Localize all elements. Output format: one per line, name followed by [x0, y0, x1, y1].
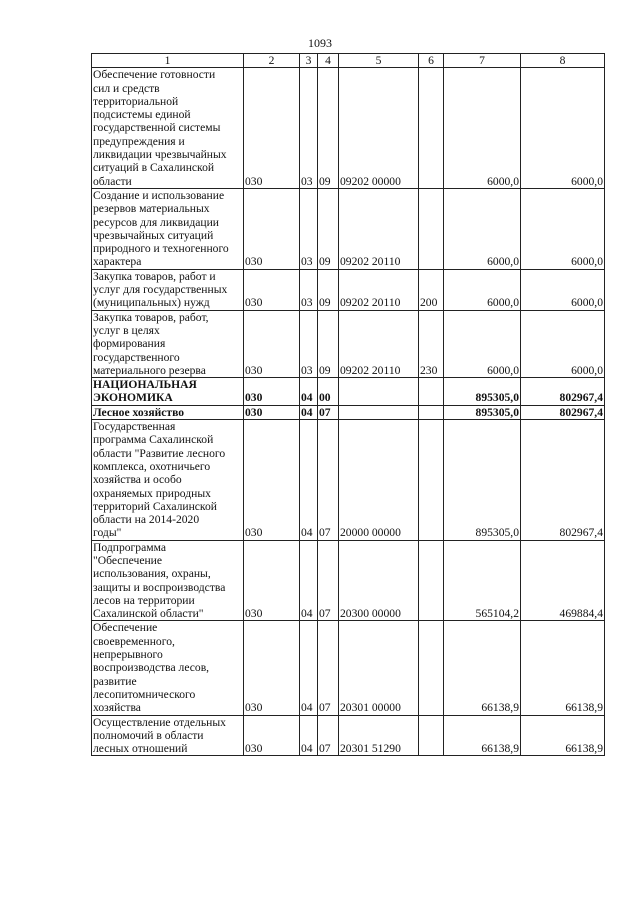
target-article-cell: [339, 405, 419, 419]
table-row: [92, 420, 605, 541]
expense-type-cell: [419, 621, 444, 715]
amount-cell: 66138,9: [444, 621, 521, 715]
amount-cell: 66138,9: [444, 715, 521, 756]
target-article-cell: 09202 00000: [339, 68, 419, 189]
row-name-cell: Обеспечение готовности сил и средств территориальной подсистемы единой государственной системы предупреждения и ликвидации чрезвычайных ситуаций в Сахалинской области: [92, 68, 244, 189]
expense-type-cell: 230: [419, 310, 444, 377]
row-name-cell: Государственная программа Сахалинской области "Развитие лесного комплекса, охотничьего хозяйства и особо охраняемых природных территорий Сахалинской области на 2014-2020 годы": [92, 420, 244, 541]
amount-cell: 6000,0: [521, 310, 605, 377]
amount-cell: 66138,9: [521, 621, 605, 715]
amount-cell: 6000,0: [521, 188, 605, 269]
amount-cell: 802967,4: [521, 405, 605, 419]
header-cell: 5: [339, 54, 419, 68]
subsection-cell: 09: [318, 310, 339, 377]
code-cell: 030: [244, 68, 300, 189]
amount-cell: 895305,0: [444, 405, 521, 419]
header-cell: 3: [300, 54, 318, 68]
expense-type-cell: [419, 378, 444, 406]
subsection-cell: 09: [318, 188, 339, 269]
section-cell: 04: [300, 378, 318, 406]
row-name-cell: НАЦИОНАЛЬНАЯ ЭКОНОМИКА: [92, 378, 244, 406]
table-row: [92, 188, 605, 269]
target-article-cell: 09202 20110: [339, 310, 419, 377]
header-cell: 6: [419, 54, 444, 68]
row-name-cell: Создание и использование резервов материальных ресурсов для ликвидации чрезвычайных ситуаций природного и техногенного характера: [92, 188, 244, 269]
expense-type-cell: [419, 405, 444, 419]
amount-cell: 6000,0: [521, 68, 605, 189]
subsection-cell: 07: [318, 420, 339, 541]
section-cell: 03: [300, 188, 318, 269]
row-name-cell: Обеспечение своевременного, непрерывного воспроизводства лесов, развитие лесопитомнического хозяйства: [92, 621, 244, 715]
expense-type-cell: [419, 68, 444, 189]
target-article-cell: [339, 378, 419, 406]
subsection-cell: 07: [318, 405, 339, 419]
amount-cell: 6000,0: [521, 269, 605, 310]
code-cell: 030: [244, 621, 300, 715]
section-cell: 04: [300, 420, 318, 541]
page-number: 1093: [308, 36, 332, 50]
target-article-cell: 20301 51290: [339, 715, 419, 756]
amount-cell: 895305,0: [444, 420, 521, 541]
table-row: [92, 310, 605, 377]
section-cell: 04: [300, 621, 318, 715]
amount-cell: 895305,0: [444, 378, 521, 406]
code-cell: 030: [244, 310, 300, 377]
amount-cell: 6000,0: [444, 68, 521, 189]
header-cell: 1: [92, 54, 244, 68]
amount-cell: 6000,0: [444, 269, 521, 310]
expense-type-cell: [419, 540, 444, 621]
table-row: [92, 715, 605, 756]
code-cell: 030: [244, 378, 300, 406]
table-row: [92, 378, 605, 406]
expense-type-cell: [419, 715, 444, 756]
code-cell: 030: [244, 715, 300, 756]
table-body: [92, 54, 605, 756]
amount-cell: 469884,4: [521, 540, 605, 621]
table-row: [92, 540, 605, 621]
expense-type-cell: [419, 420, 444, 541]
target-article-cell: 09202 20110: [339, 269, 419, 310]
row-name-cell: Осуществление отдельных полномочий в области лесных отношений: [92, 715, 244, 756]
expense-type-cell: 200: [419, 269, 444, 310]
budget-table: [91, 53, 605, 756]
target-article-cell: 09202 20110: [339, 188, 419, 269]
header-cell: 4: [318, 54, 339, 68]
header-cell: 7: [444, 54, 521, 68]
amount-cell: 6000,0: [444, 310, 521, 377]
row-name-cell: Закупка товаров, работ, услуг в целях формирования государственного материального резерва: [92, 310, 244, 377]
table-row: [92, 405, 605, 419]
code-cell: 030: [244, 188, 300, 269]
table-row: [92, 68, 605, 189]
subsection-cell: 00: [318, 378, 339, 406]
subsection-cell: 07: [318, 715, 339, 756]
code-cell: 030: [244, 269, 300, 310]
table-header-row: [92, 54, 605, 68]
amount-cell: 565104,2: [444, 540, 521, 621]
table-row: [92, 621, 605, 715]
code-cell: 030: [244, 540, 300, 621]
section-cell: 03: [300, 68, 318, 189]
subsection-cell: 07: [318, 621, 339, 715]
code-cell: 030: [244, 405, 300, 419]
subsection-cell: 09: [318, 68, 339, 189]
row-name-cell: Закупка товаров, работ и услуг для государственных (муниципальных) нужд: [92, 269, 244, 310]
amount-cell: 802967,4: [521, 378, 605, 406]
row-name-cell: Подпрограмма "Обеспечение использования, охраны, защиты и воспроизводства лесов на территории Сахалинской области": [92, 540, 244, 621]
amount-cell: 66138,9: [521, 715, 605, 756]
target-article-cell: 20300 00000: [339, 540, 419, 621]
subsection-cell: 07: [318, 540, 339, 621]
section-cell: 04: [300, 405, 318, 419]
header-cell: 2: [244, 54, 300, 68]
amount-cell: 802967,4: [521, 420, 605, 541]
code-cell: 030: [244, 420, 300, 541]
header-cell: 8: [521, 54, 605, 68]
target-article-cell: 20301 00000: [339, 621, 419, 715]
section-cell: 03: [300, 310, 318, 377]
subsection-cell: 09: [318, 269, 339, 310]
row-name-cell: Лесное хозяйство: [92, 405, 244, 419]
amount-cell: 6000,0: [444, 188, 521, 269]
section-cell: 04: [300, 540, 318, 621]
expense-type-cell: [419, 188, 444, 269]
table-row: [92, 269, 605, 310]
section-cell: 03: [300, 269, 318, 310]
section-cell: 04: [300, 715, 318, 756]
target-article-cell: 20000 00000: [339, 420, 419, 541]
